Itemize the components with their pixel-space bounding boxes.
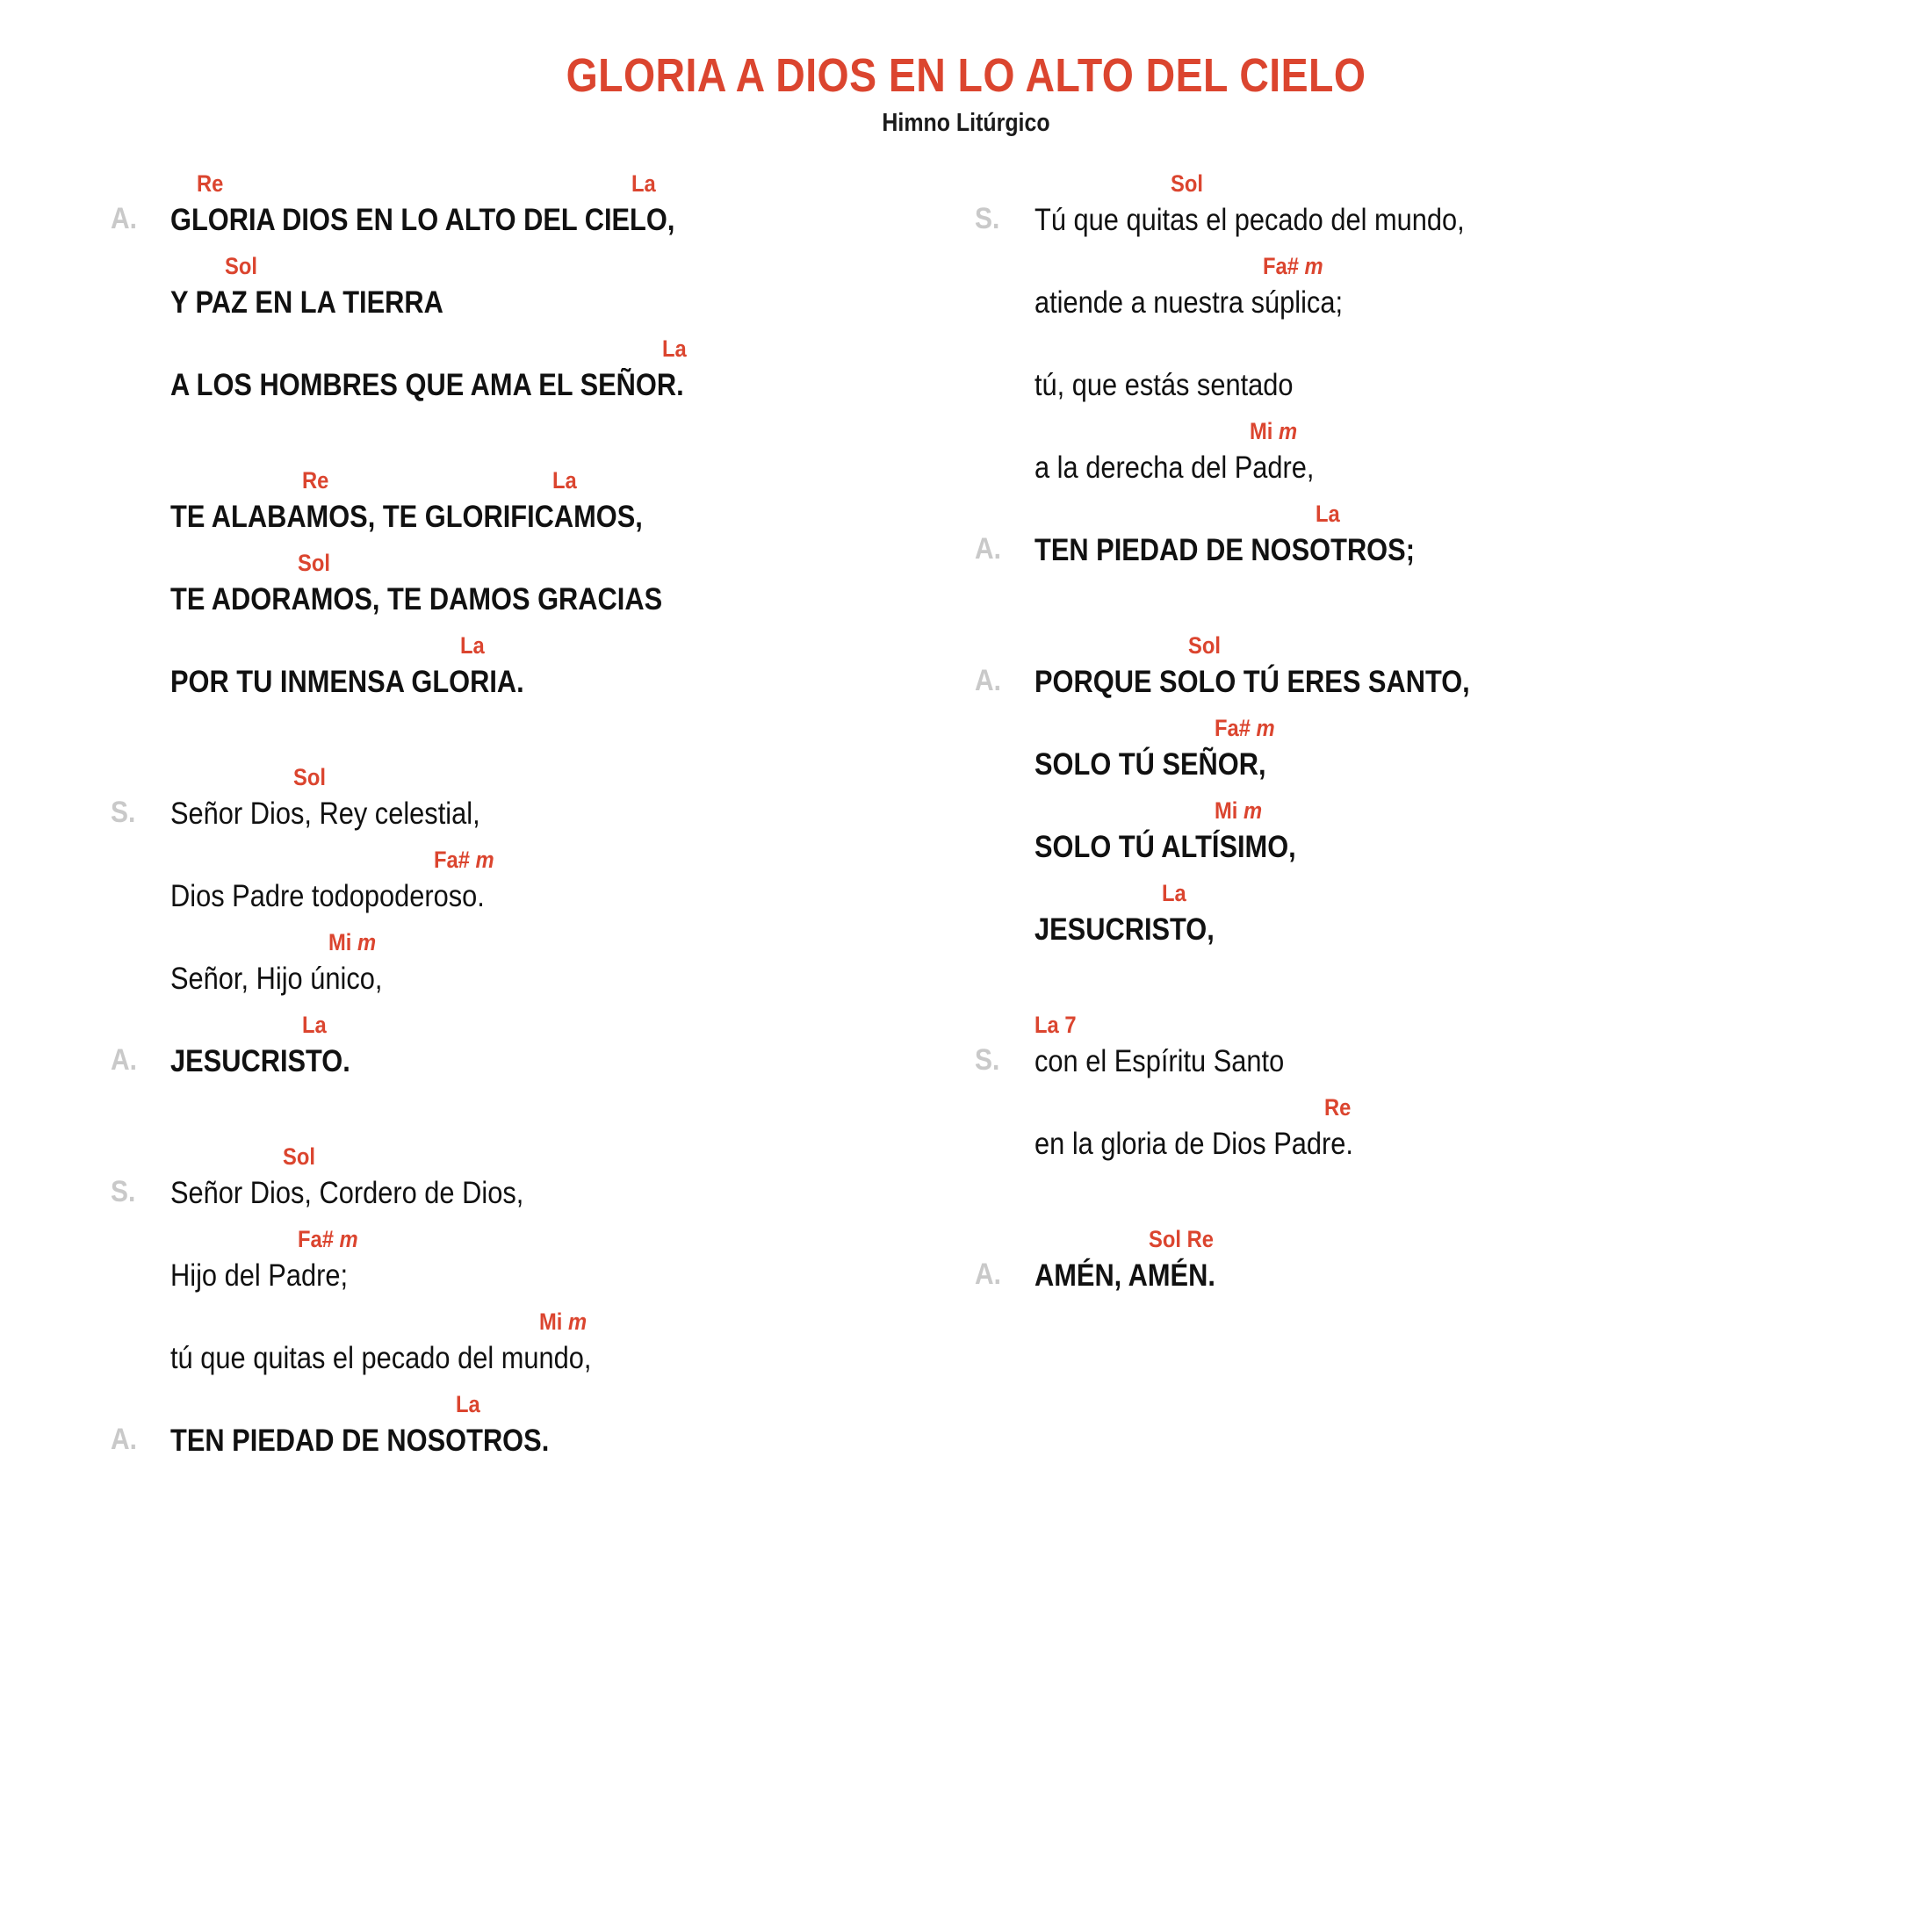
lyric-text: tú, que estás sentado [1034, 368, 1294, 402]
chord-label: Sol Re [1149, 1226, 1214, 1252]
lyric-text: GLORIA DIOS EN LO ALTO DEL CIELO, [170, 203, 675, 237]
lyric-text: tú que quitas el pecado del mundo, [170, 1341, 592, 1375]
chord-label: Sol [293, 764, 326, 790]
chord-row [111, 848, 966, 878]
chord-row [111, 1145, 966, 1175]
assembly-marker: A. [111, 1423, 137, 1456]
lyric-text: Dios Padre todopoderoso. [170, 879, 485, 913]
chord-minor-suffix: m [1250, 715, 1275, 741]
chord-lyric-line [111, 469, 966, 543]
stanza [111, 172, 966, 411]
chord-minor-suffix: m [351, 929, 377, 955]
lyric-row [111, 367, 966, 411]
chord-label: Sol [225, 253, 257, 279]
lyric-text: PORQUE SOLO TÚ ERES SANTO, [1034, 665, 1470, 699]
chord-lyric-line [111, 848, 966, 922]
chord-minor-suffix: m [562, 1308, 588, 1335]
assembly-marker: A. [111, 1043, 137, 1077]
chord-label: La [662, 335, 687, 362]
chord-row [111, 1310, 966, 1340]
lyric-row [111, 202, 966, 246]
chord-label: La [552, 467, 577, 494]
chord-label: Fa# m [298, 1226, 358, 1252]
lyrics-columns [0, 172, 1932, 1525]
chord-label: La [456, 1391, 480, 1417]
chord-row [111, 1228, 966, 1258]
lyrics-column-left [0, 172, 966, 1525]
lyric-text: Hijo del Padre; [170, 1258, 349, 1293]
lyric-text: A LOS HOMBRES QUE AMA EL SEÑOR. [170, 368, 684, 402]
lyric-row [111, 1043, 966, 1087]
chord-lyric-line [111, 766, 966, 840]
lyric-text: Señor Dios, Cordero de Dios, [170, 1176, 524, 1210]
chord-row [111, 469, 966, 499]
lyric-text: AMÉN, AMÉN. [1034, 1258, 1215, 1293]
assembly-marker: A. [975, 532, 1001, 566]
assembly-marker: A. [111, 202, 137, 235]
chord-row [111, 172, 966, 202]
chord-row [111, 1393, 966, 1423]
cantor-marker: S. [111, 796, 136, 829]
lyric-row [111, 581, 966, 625]
chord-label: La [302, 1012, 327, 1038]
lyric-row [111, 961, 966, 1005]
chord-lyric-line [111, 551, 966, 625]
chord-row [111, 255, 966, 285]
lyric-text: TE ALABAMOS, TE GLORIFICAMOS, [170, 500, 643, 534]
lyric-row [111, 1423, 966, 1467]
song-subtitle: Himno Litúrgico [882, 108, 1050, 137]
chord-lyric-line [111, 1310, 966, 1384]
chord-label: Sol [298, 550, 330, 576]
chord-label: Fa# m [434, 847, 494, 873]
chord-label: Mi m [328, 929, 377, 955]
chord-row [111, 1013, 966, 1043]
lyric-text: con el Espíritu Santo [1034, 1044, 1285, 1078]
chord-label: Re [1324, 1094, 1352, 1121]
lyric-row [111, 499, 966, 543]
chord-label: Re [302, 467, 329, 494]
cantor-marker: S. [111, 1175, 136, 1208]
lyric-text: Y PAZ EN LA TIERRA [170, 285, 443, 320]
lyric-row [111, 1340, 966, 1384]
chord-minor-suffix: m [1272, 418, 1298, 444]
lyric-text: JESUCRISTO, [1034, 912, 1215, 947]
chord-lyric-line [111, 1145, 966, 1219]
lyric-text: TE ADORAMOS, TE DAMOS GRACIAS [170, 582, 663, 616]
lyric-text: TEN PIEDAD DE NOSOTROS; [1034, 533, 1415, 567]
chord-lyric-line [111, 255, 966, 328]
lyric-text: atiende a nuestra súplica; [1034, 285, 1344, 320]
lyric-row [111, 285, 966, 328]
cantor-marker: S. [975, 202, 1000, 235]
lyric-text: JESUCRISTO. [170, 1044, 350, 1078]
chord-label: La [460, 632, 485, 659]
lyric-text: Señor, Hijo único, [170, 962, 383, 996]
chord-label: La [1162, 880, 1186, 906]
lyric-text: POR TU INMENSA GLORIA. [170, 665, 524, 699]
lyric-text: Tú que quitas el pecado del mundo, [1034, 203, 1465, 237]
lyric-text: SOLO TÚ SEÑOR, [1034, 747, 1266, 782]
lyric-row [111, 1175, 966, 1219]
lyric-row [111, 664, 966, 708]
assembly-marker: A. [975, 664, 1001, 697]
chord-label: La [631, 170, 656, 197]
chord-row [111, 337, 966, 367]
assembly-marker: A. [975, 1258, 1001, 1291]
lyric-row [111, 878, 966, 922]
lyric-text: SOLO TÚ ALTÍSIMO, [1034, 830, 1296, 864]
chord-label: Mi m [539, 1308, 588, 1335]
chord-label: Fa# m [1263, 253, 1323, 279]
chord-lyric-line [111, 931, 966, 1005]
lyric-row [111, 1258, 966, 1301]
stanza [111, 469, 966, 708]
chord-label: Sol [283, 1143, 315, 1170]
chord-minor-suffix: m [1237, 797, 1263, 824]
chord-minor-suffix: m [1298, 253, 1323, 279]
chord-label: La [1316, 501, 1340, 527]
chord-row [111, 931, 966, 961]
chord-row [111, 766, 966, 796]
chord-row [111, 634, 966, 664]
song-header [0, 0, 1932, 136]
chord-lyric-line [111, 1393, 966, 1467]
lyric-text: en la gloria de Dios Padre. [1034, 1127, 1353, 1161]
chord-label: Fa# m [1215, 715, 1275, 741]
chord-lyric-line [111, 1228, 966, 1301]
chord-minor-suffix: m [469, 847, 494, 873]
chord-lyric-line [111, 172, 966, 246]
chord-label: Re [197, 170, 224, 197]
chord-row [111, 551, 966, 581]
lyric-text: TEN PIEDAD DE NOSOTROS. [170, 1424, 550, 1458]
lyric-text: a la derecha del Padre, [1034, 451, 1315, 485]
cantor-marker: S. [975, 1043, 1000, 1077]
chord-label: Mi m [1250, 418, 1298, 444]
chord-lyric-line [111, 634, 966, 708]
chord-label: Mi m [1215, 797, 1263, 824]
chord-lyric-line [111, 1013, 966, 1087]
chord-minor-suffix: m [333, 1226, 358, 1252]
chord-label: La 7 [1034, 1012, 1077, 1038]
page-title: GLORIA A DIOS EN LO ALTO DEL CIELO [566, 49, 1366, 102]
chord-lyric-line [111, 337, 966, 411]
lyric-row [111, 796, 966, 840]
lyric-text: Señor Dios, Rey celestial, [170, 797, 480, 831]
chord-label: Sol [1171, 170, 1203, 197]
chord-label: Sol [1188, 632, 1221, 659]
